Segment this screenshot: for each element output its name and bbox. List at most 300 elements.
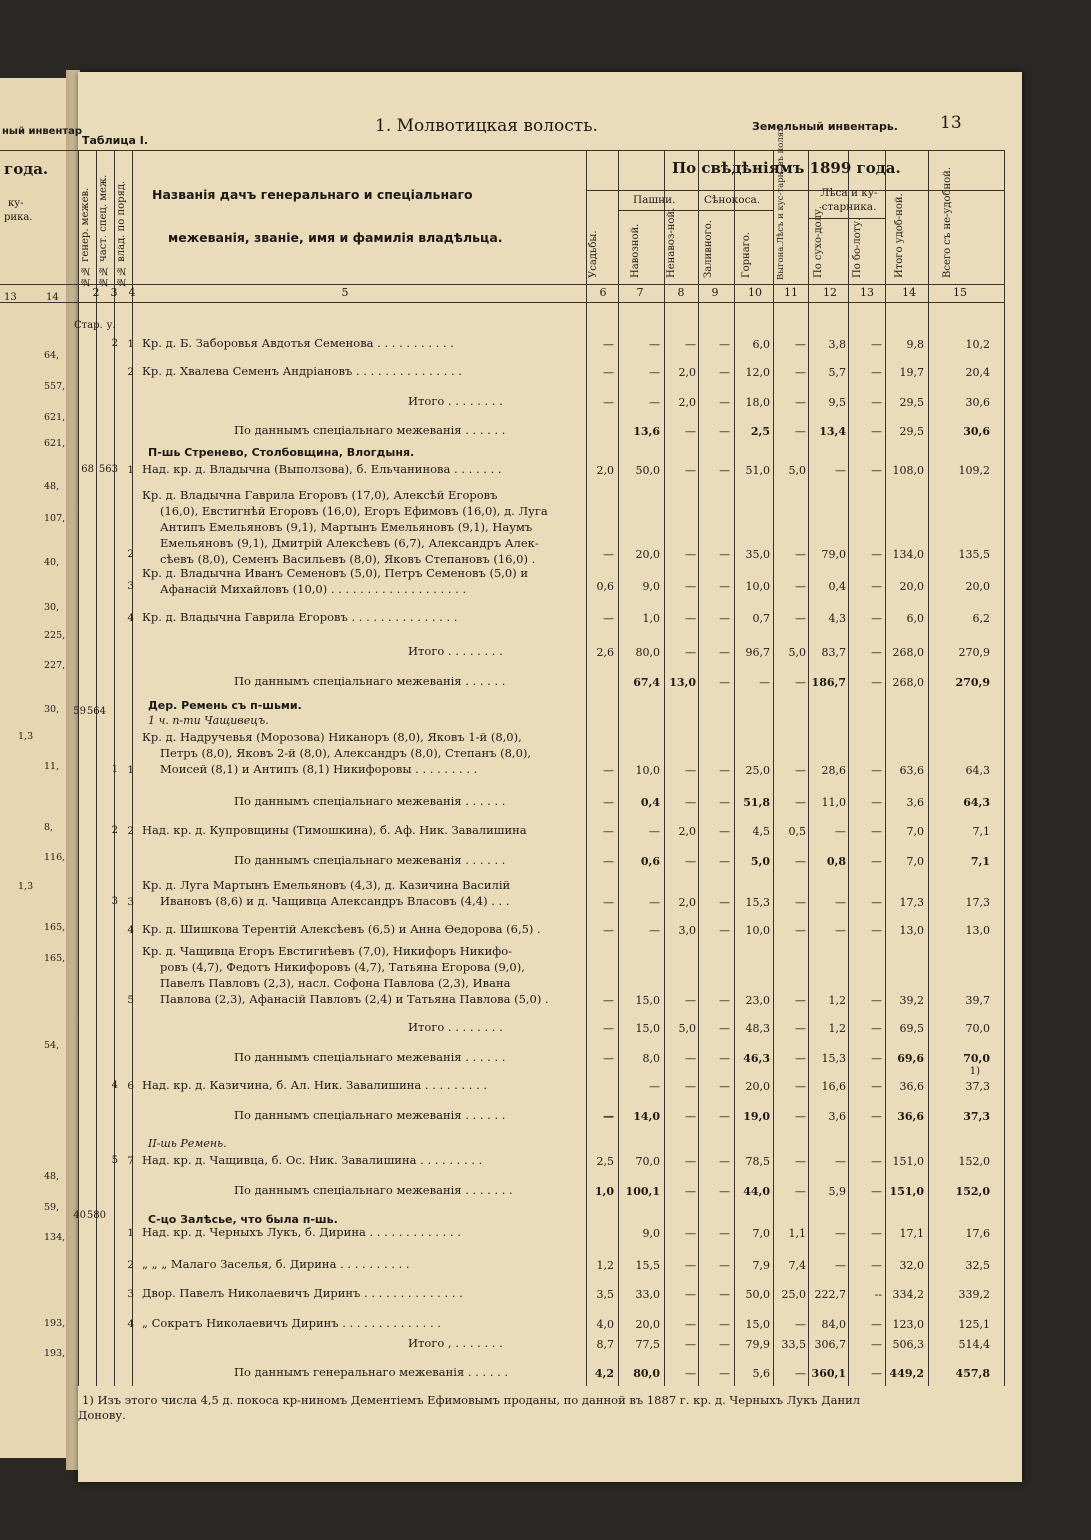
owner-list-nadruchevya: Кр. д. Надручевья (Морозова) Никаноръ (8,0), Яковъ 1-й (8,0), [142,730,522,744]
col-header-senokosa: Сѣнокоса. [704,194,761,206]
row-value: 15,0 [635,994,660,1007]
row-owner-number: 5 [127,994,134,1006]
column-number-15: 15 [953,286,967,299]
grid-hline-pashni [618,210,698,211]
row-value: — [685,646,696,659]
row-value: — [719,396,730,409]
row-owner-name: Над. кр. д. Купровщины (Тимошкина), б. Аф. Ник. Завалишина [142,823,527,837]
footnote-line-2: Донову. [78,1408,126,1422]
row-value: 10,0 [745,580,770,593]
row-value: — [871,1155,882,1168]
col-header-gorn: Горнаго. [741,231,752,278]
row-value: 3,8 [828,338,846,351]
row-value: 0,8 [826,855,846,868]
row-owner-name: Кр. д. Б. Заборовья Авдотья Семенова . . . . . . . . . . . [142,336,454,350]
column-number-11: 11 [784,286,798,299]
grid-hline-top [0,150,1005,151]
row-value: — [719,1022,730,1035]
left-page-year: года. [4,160,49,178]
row-owner-number: 2 [127,548,134,560]
row-value: 15,0 [635,1022,660,1035]
row-value: 70,0 [635,1155,660,1168]
row-value: — [719,1185,730,1198]
row-owner-number: 1 [127,1227,134,1239]
row-value: 1,2 [596,1259,614,1272]
row-value: 7,9 [752,1259,770,1272]
row-value: — [603,612,614,625]
row-total-label: По даннымъ спеціальнаго межеванія . . . . . . [234,423,506,437]
row-value: — [719,1080,730,1093]
row-value: — [871,425,882,438]
row-value: 23,0 [745,994,770,1007]
row-value: — [871,366,882,379]
owner-list-vladychna: Кр. д. Владычна Гаврила Егоровъ (17,0), Алексѣй Егоровъ [142,488,498,502]
row-value: 80,0 [633,1367,660,1380]
row-value: — [871,825,882,838]
row-value: 0,5 [788,825,806,838]
col-header-itogo: Итого удоб-ной. [894,193,905,278]
row-value: 25,0 [781,1288,806,1301]
row-value: 17,6 [965,1227,990,1240]
row-value: 19,7 [899,366,924,379]
section-subheader-chashchivets: 1 ч. п-ти Чащивецъ. [148,714,269,727]
owner-list-chashchivtsa: Кр. д. Чащивца Егоръ Евстигнѣевъ (7,0), Никифоръ Никифо- [142,944,513,958]
row-owner-name: Кр. д. Владычна Гаврила Егоровъ . . . . . . . . . . . . . . . [142,610,458,624]
col-header-usadby: Усадьбы. [588,230,599,278]
row-value: — [649,825,660,838]
row-value: — [603,338,614,351]
row-value: 28,6 [821,764,846,777]
row-value: — [603,1052,614,1065]
owner-list-vladychna-2: Кр. д. Владычна Иванъ Семеновъ (5,0), Петръ Семеновъ (5,0) и [142,566,529,580]
row-owner-number: 4 [127,924,134,936]
row-value: — [603,924,614,937]
row-value: 35,0 [745,548,770,561]
row-value: 5,0 [750,855,770,868]
row-value: — [795,338,806,351]
row-value: 6,2 [972,612,990,625]
row-value: — [603,396,614,409]
row-value: 44,0 [743,1185,770,1198]
row-value: — [835,1259,846,1272]
section-header-remen: Дер. Ремень съ п-шьми. [148,699,302,712]
row-owner-name: Над. кр. д. Чащивца, б. Ос. Ник. Завалишина . . . . . . . . . [142,1153,483,1167]
row-value: 9,5 [828,396,846,409]
row-value: 7,0 [752,1227,770,1240]
row-value: -- [874,1288,882,1301]
row-value: — [795,612,806,625]
row-owner-name: Над. кр. д. Черныхъ Лукъ, б. Дирина . . . . . . . . . . . . . [142,1225,461,1239]
row-value: — [685,1110,696,1123]
row-value: 19,0 [743,1110,770,1123]
row-value: 1,2 [828,1022,846,1035]
row-value: — [871,764,882,777]
row-value: — [603,1110,614,1123]
left-page-value: 54, [44,1040,60,1051]
row-value: 10,2 [965,338,990,351]
row-value: — [685,1259,696,1272]
column-number-5: 5 [341,286,349,299]
col-header-nenavoz: Ненавоз-ной. [666,207,677,278]
row-value: — [835,924,846,937]
row-value: 514,4 [958,1338,990,1351]
row-value: — [871,796,882,809]
footnote-mark: 1) [969,1066,980,1077]
row-value: 18,0 [745,396,770,409]
owner-list-nadruchevya: Петръ (8,0), Яковъ 2-й (8,0), Александръ (8,0), Степанъ (8,0), [160,746,532,760]
row-value: 64,3 [965,764,990,777]
row-value: 360,1 [811,1367,846,1380]
row-value: — [795,425,806,438]
row-value: 69,6 [897,1052,924,1065]
row-value: 125,1 [958,1318,990,1331]
left-page-value: 8, [44,822,54,833]
row-value: — [719,612,730,625]
row-value: — [835,825,846,838]
row-value: 0,6 [640,855,660,868]
row-value: — [795,1318,806,1331]
left-page-value: 30, [44,602,60,613]
column-number-13: 13 [860,286,874,299]
row-value: 79,9 [745,1338,770,1351]
row-value: 270,9 [955,676,990,689]
row-value: — [795,924,806,937]
left-col-num-14: 14 [46,292,59,303]
row-value: — [871,464,882,477]
row-value: 2,0 [596,464,614,477]
section-spec-number-zalesye: 580 [86,1210,106,1221]
row-value: — [603,896,614,909]
row-value: 63,6 [899,764,924,777]
col-header-gen-mezh: №№ генер. межев. [80,187,91,287]
row-value: — [719,676,730,689]
row-value: — [719,796,730,809]
row-owner-name: Кр. д. Шишкова Терентій Алексѣевъ (6,5) и Анна Ѳедорова (6,5) . [142,922,541,936]
row-value: 77,5 [635,1338,660,1351]
row-value: 33,0 [635,1288,660,1301]
row-value: 6,0 [906,612,924,625]
row-value: — [685,548,696,561]
row-value: 37,3 [965,1080,990,1093]
row-value: 13,0 [669,676,696,689]
left-col-rika: рика. [4,212,33,223]
row-owner-number: 4 [127,1318,134,1330]
column-number-10: 10 [748,286,762,299]
row-value: 51,8 [743,796,770,809]
row-value: 32,0 [899,1259,924,1272]
row-total-label: По даннымъ спеціальнаго межеванія . . . . . . . [234,1183,513,1197]
col-header-1899: По свѣдѣніямъ 1899 года. [672,159,901,177]
row-value: 7,4 [788,1259,806,1272]
row-value: — [719,896,730,909]
left-page-value: 116, [44,852,66,863]
left-page-value: 134, [44,1232,66,1243]
row-value: 8,7 [596,1338,614,1351]
section-spec-number: 564 [86,706,106,717]
row-value: — [759,676,770,689]
row-owner-number: 2 [127,825,134,837]
row-value: — [871,646,882,659]
row-value: — [685,1367,696,1380]
col-header-lesa: Лѣса и ку-старника. [820,187,878,213]
row-value: 33,5 [781,1338,806,1351]
row-value: 2,0 [678,825,696,838]
row-value: — [649,366,660,379]
column-number-12: 12 [823,286,837,299]
row-value: 7,0 [906,855,924,868]
row-value: — [719,1155,730,1168]
row-spec-number: 1 [111,764,118,775]
section-header-zalesye: С-цо Залѣсье, что была п-шь. [148,1213,338,1226]
row-value: 9,8 [906,338,924,351]
row-value: 39,7 [965,994,990,1007]
row-total-label: По даннымъ спеціальнаго межеванія . . . . . . [234,1108,506,1122]
row-spec-number: 563 [98,464,118,475]
col-header-pobol: По бо-лоту. [852,217,863,278]
row-value: — [871,1318,882,1331]
row-value: 0,4 [640,796,660,809]
owner-list-luga: Кр. д. Луга Мартынъ Емельяновъ (4,3), д. Казичина Василій [142,878,511,892]
row-value: 37,3 [963,1110,990,1123]
section-header-strenevo: П-шь Стренево, Столбовщина, Влогдыня. [148,446,415,459]
row-value: 268,0 [892,646,924,659]
row-value: — [835,1227,846,1240]
row-value: — [835,896,846,909]
row-value: 79,0 [821,548,846,561]
row-value: — [685,764,696,777]
left-page-header: ный инвентар [2,126,83,137]
row-value: 108,0 [892,464,924,477]
col-header-vsego: Всего съ не-удобной. [942,166,953,278]
row-value: — [871,1052,882,1065]
row-value: 39,2 [899,994,924,1007]
row-value: — [871,1367,882,1380]
row-value: 3,0 [678,924,696,937]
row-value: 15,0 [745,1318,770,1331]
row-value: 5,0 [678,1022,696,1035]
row-value: — [795,796,806,809]
owner-list-chashchivtsa: Павлова (2,3), Афанасій Павловъ (2,4) и Татьяна Павлова (5,0) . [160,992,549,1006]
row-value: — [871,896,882,909]
row-total-label: По даннымъ спеціальнаго межеванія . . . . . . [234,794,506,808]
row-value: 5,7 [828,366,846,379]
left-page-value: 48, [44,1171,60,1182]
row-value: 1,2 [828,994,846,1007]
row-value: 10,0 [635,764,660,777]
left-page-value: 59, [44,1202,60,1213]
row-value: — [795,1022,806,1035]
col-header-vygon: Выгона.Лѣсъ и кус-тарн. въ полях. [776,124,786,280]
left-page-value: 621, [44,438,66,449]
left-page-value: 621, [44,412,66,423]
row-value: 84,0 [821,1318,846,1331]
col-header-spec-mezh: №№ част. спец. меж. [98,174,109,287]
row-value: 70,0 [963,1052,990,1065]
row-value: — [835,1155,846,1168]
row-owner-name: „ Сократъ Николаевичъ Диринъ . . . . . . . . . . . . . . [142,1316,441,1330]
row-value: 10,0 [745,924,770,937]
row-value: 12,0 [745,366,770,379]
owner-list-chashchivtsa: ровъ (4,7), Федотъ Никифоровъ (4,7), Татьяна Егорова (9,0), [160,960,525,974]
row-owner-number: 7 [127,1155,134,1167]
col-header-zaliv: Заливного. [703,220,714,278]
row-value: — [685,425,696,438]
row-owner-number: 6 [127,1080,134,1092]
row-value: 80,0 [635,646,660,659]
row-value: — [795,1367,806,1380]
row-value: — [719,1288,730,1301]
row-value: 6,0 [752,338,770,351]
row-total-label: Итого . . . . . . . . [408,394,503,408]
row-value: 135,5 [958,548,990,561]
row-value: — [603,825,614,838]
col-header-pashni: Пашни. [633,194,676,206]
row-value: — [795,896,806,909]
row-value: 5,6 [752,1367,770,1380]
row-value: 15,3 [821,1052,846,1065]
row-owner-number: 3 [127,1288,134,1300]
row-value: 13,0 [965,924,990,937]
row-total-label: Итого , . . . . . . . [408,1336,503,1350]
owner-list-chashchivtsa: Павелъ Павловъ (2,3), насл. Софона Павлова (2,3), Ивана [160,976,511,990]
row-value: — [685,796,696,809]
row-value: 29,5 [899,396,924,409]
row-value: — [649,1080,660,1093]
owner-list-luga: Ивановъ (8,6) и д. Чащивца Александръ Власовъ (4,4) . . . [160,894,510,908]
row-value: — [871,548,882,561]
row-value: 20,0 [635,1318,660,1331]
left-col-num-13: 13 [4,292,17,303]
row-total-label: Итого . . . . . . . . [408,644,503,658]
left-page-value: 107, [44,513,66,524]
row-value: — [795,1110,806,1123]
row-value: 67,4 [633,676,660,689]
row-value: — [719,764,730,777]
row-value: 9,0 [642,580,660,593]
row-value: — [685,612,696,625]
row-value: 0,4 [828,580,846,593]
row-value: 13,0 [899,924,924,937]
row-value: 30,6 [963,425,990,438]
row-owner-number: 4 [127,612,134,624]
row-value: 50,0 [745,1288,770,1301]
row-value: 123,0 [892,1318,924,1331]
left-page-value: 1,3 [18,881,34,892]
row-value: 15,5 [635,1259,660,1272]
row-value: 20,0 [635,548,660,561]
left-page-value: 64, [44,350,60,361]
row-value: — [795,1185,806,1198]
row-value: — [871,855,882,868]
row-value: 334,2 [892,1288,924,1301]
row-value: 11,0 [821,796,846,809]
left-page-value: 193, [44,1348,66,1359]
row-value: — [719,464,730,477]
row-value: 20,4 [965,366,990,379]
row-value: 13,4 [819,425,846,438]
row-value: — [685,580,696,593]
grid-vline [928,150,929,1386]
row-value: — [719,548,730,561]
row-value: 7,1 [970,855,990,868]
row-spec-number: 3 [111,896,118,907]
row-value: — [685,1052,696,1065]
row-value: — [719,580,730,593]
row-value: — [649,396,660,409]
row-total-label: По даннымъ спеціальнаго межеванія . . . . . . [234,853,506,867]
row-total-label: По даннымъ спеціальнаго межеванія . . . . . . [234,674,506,688]
col-header-navoz: Навозной. [630,223,641,278]
left-page-value: 165, [44,922,66,933]
col-header-name-1: Названія дачъ генеральнаго и спеціальнаго [152,187,473,202]
row-value: — [685,1318,696,1331]
row-spec-number: 4 [111,1080,118,1091]
row-value: 17,1 [899,1227,924,1240]
row-value: — [795,855,806,868]
row-value: 50,0 [635,464,660,477]
section-header-ii-remen: II-шь Ремень. [148,1137,227,1150]
row-value: — [871,1227,882,1240]
row-value: 8,0 [642,1052,660,1065]
section-gen-number: 59 [73,706,86,717]
grid-hline-colnums [0,302,1005,303]
owner-list-vladychna-2: Афанасій Михайловъ (10,0) . . . . . . . . . . . . . . . . . . . [160,582,467,596]
row-value: 151,0 [889,1185,924,1198]
row-value: — [871,924,882,937]
row-value: 1,0 [642,612,660,625]
row-owner-name: Над. кр. д. Владычна (Выползова), б. Ельчанинова . . . . . . . [142,462,502,476]
row-value: — [871,676,882,689]
row-value: — [603,366,614,379]
row-value: 100,1 [625,1185,660,1198]
column-number-9: 9 [711,286,719,299]
row-value: — [719,646,730,659]
row-value: — [719,1110,730,1123]
page-title: 1. Молвотицкая волость. [375,116,598,136]
owner-list-vladychna: (16,0), Евстигнѣй Егоровъ (16,0), Егоръ Ефимовъ (16,0), д. Луга [160,504,548,518]
col-note-u: у. [106,320,116,331]
left-page-value: 30, [44,704,60,715]
row-total-label: Итого . . . . . . . . [408,1020,503,1034]
row-owner-number: 1 [127,764,134,776]
col-header-vlad: №№ влад. по поряд. [116,180,127,287]
row-owner-number: 2 [127,1259,134,1271]
col-header-name-2: межеванія, званіе, имя и фамилія владѣльца. [168,230,503,245]
column-number-6: 6 [599,286,607,299]
row-value: — [603,548,614,561]
row-value: — [685,994,696,1007]
page-subtitle: Земельный инвентарь. [752,120,898,133]
row-owner-number: 1 [127,338,134,350]
row-value: — [719,1338,730,1351]
row-value: — [685,1080,696,1093]
row-value: 96,7 [745,646,770,659]
row-value: 186,7 [811,676,846,689]
row-value: — [685,1185,696,1198]
row-value: 5,9 [828,1185,846,1198]
row-value: 3,6 [906,796,924,809]
row-value: — [719,1259,730,1272]
row-value: — [719,1318,730,1331]
row-value: — [871,1110,882,1123]
row-value: — [649,924,660,937]
row-value: 46,3 [743,1052,770,1065]
col-header-posuh: По сухо-долу. [813,205,824,278]
row-value: 20,0 [745,1080,770,1093]
row-value: 70,0 [965,1022,990,1035]
row-value: 152,0 [958,1155,990,1168]
row-spec-number: 5 [111,1155,118,1166]
